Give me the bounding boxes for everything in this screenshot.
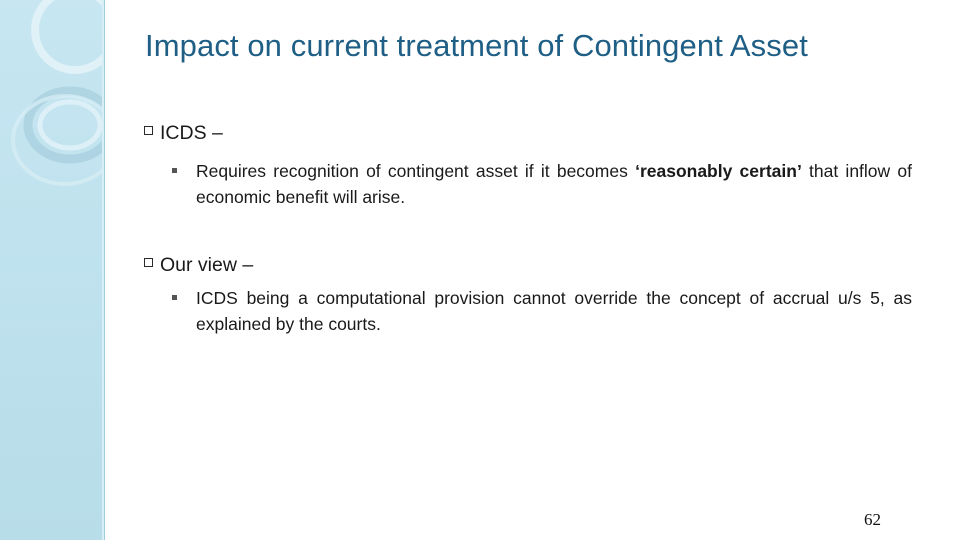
small-square-icon: [172, 295, 177, 300]
decorative-side-band: [0, 0, 105, 540]
bullet-text: ICDS being a computational provision cannot override the concept of accrual u/s 5, as explained by the courts.: [196, 288, 912, 334]
bullet-text-bold: ‘reasonably certain’: [635, 161, 802, 181]
shadowed-square-icon: [144, 126, 156, 138]
shadowed-square-icon: [144, 258, 156, 270]
bullet-text: [196, 158, 912, 210]
slide-title: Impact on current treatment of Contingent Asset: [145, 28, 808, 63]
section-heading-our-view: [144, 254, 253, 277]
bullet-text-part: Requires recognition of contingent asset if it becomes: [196, 161, 636, 181]
bullet-item-icds: [172, 158, 912, 210]
section-heading-label: Our view –: [160, 254, 254, 276]
small-square-icon: [172, 168, 177, 173]
bullet-item-our-view: [172, 285, 912, 337]
page-number: 62: [864, 510, 881, 529]
section-heading-label: ICDS –: [160, 122, 223, 144]
bullet-text-part: that inflow of economic benefit will arise.: [196, 161, 912, 207]
decorative-circles-graphic: [0, 0, 104, 540]
section-heading-icds: [144, 122, 223, 145]
